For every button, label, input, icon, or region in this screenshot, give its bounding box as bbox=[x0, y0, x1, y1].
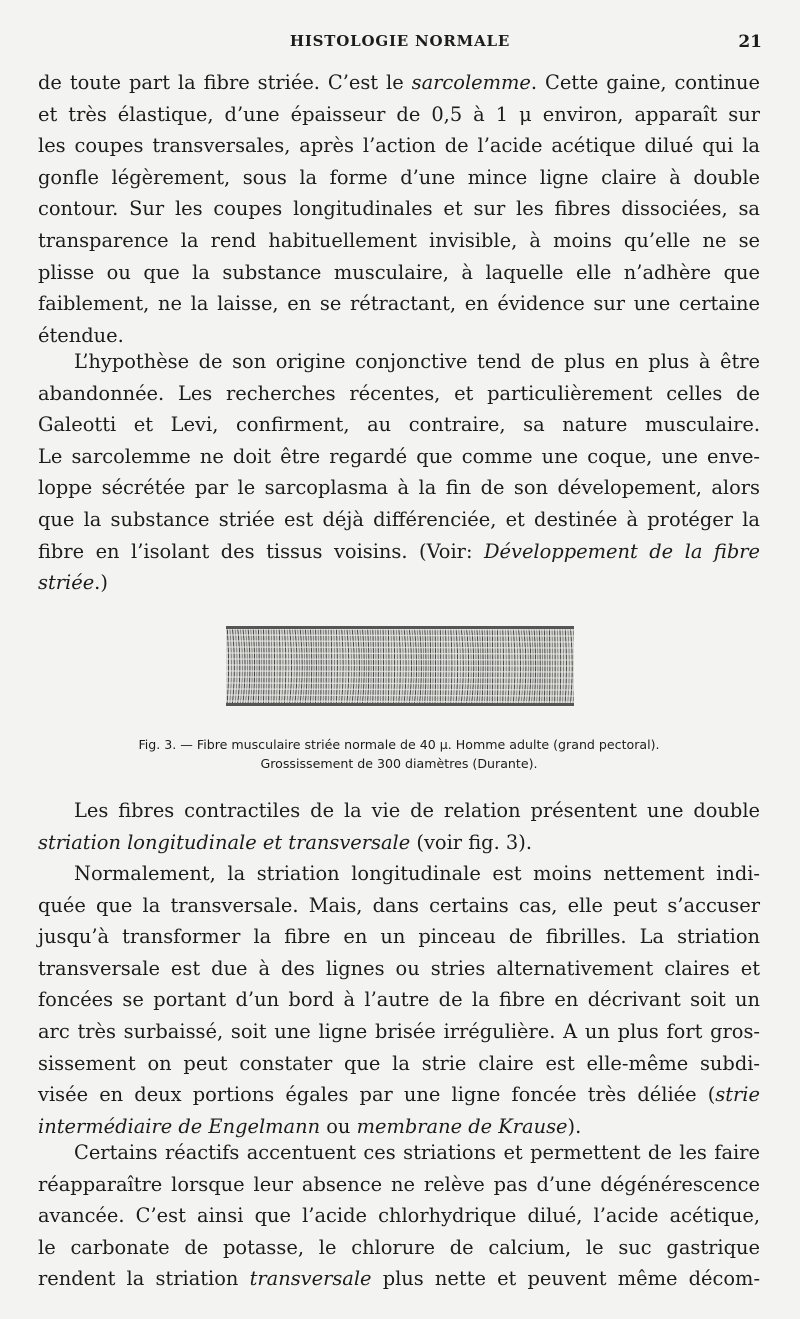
reference-title: Développement de la fibre bbox=[483, 539, 760, 563]
text-line: striation longitudinale et transversale (voir fig. 3). bbox=[38, 830, 532, 854]
fiber-edge-top bbox=[226, 626, 574, 629]
text-line: visée en deux portions égales par une ligne foncée très déliée (strie bbox=[38, 1083, 760, 1107]
text-line: que la substance striée est déjà différenciée, et destinée à protéger la bbox=[38, 507, 760, 531]
text-line: plisse ou que la substance musculaire, à laquelle elle n’adhère que bbox=[38, 260, 760, 284]
figure-caption bbox=[38, 735, 760, 773]
text-line: abandonnée. Les recherches récentes, et particulièrement celles de bbox=[38, 381, 760, 405]
figure-muscle-fiber bbox=[226, 626, 574, 706]
text-line: Normalement, la striation longitudinale est moins nettement indi- bbox=[74, 862, 760, 885]
text-line: avancée. C’est ainsi que l’acide chlorhydrique dilué, l’acide acétique, bbox=[38, 1204, 760, 1228]
text-line: loppe sécrétée par le sarcoplasma à la fin de son dévelopement, alors bbox=[38, 476, 760, 500]
term-strie: strie bbox=[715, 1083, 760, 1107]
striated-fiber-illustration bbox=[226, 626, 574, 706]
text-line: fibre en l’isolant des tissus voisins. (Voir: Développement de la fibre bbox=[38, 539, 760, 563]
paragraph-reagents bbox=[38, 1137, 760, 1295]
term-sarcolemme: sarcolemme bbox=[411, 71, 531, 94]
term-krause: membrane de Krause bbox=[356, 1114, 568, 1138]
text-line: réapparaître lorsque leur absence ne relève pas d’une dégénérescence bbox=[38, 1172, 760, 1196]
paragraph-origin bbox=[38, 346, 760, 599]
text-line: et très élastique, d’une épaisseur de 0,5 à 1 μ environ, apparaît sur bbox=[38, 102, 760, 126]
text-line: de toute part la fibre striée. C’est le sarcolemme. Cette gaine, continue bbox=[38, 71, 760, 94]
text-line: sissement on peut constater que la strie claire est elle-même subdi- bbox=[38, 1051, 760, 1075]
text-line: faiblement, ne la laisse, en se rétractant, en évidence sur une certaine bbox=[38, 292, 760, 316]
term-engelmann: intermédiaire de Engelmann bbox=[38, 1114, 321, 1138]
text-line: contour. Sur les coupes longitudinales et sur les fibres dissociées, sa bbox=[38, 197, 760, 221]
text-line: Certains réactifs accentuent ces striations et permettent de les faire bbox=[74, 1141, 760, 1164]
term-striation: striation longitudinale et transversale bbox=[38, 830, 411, 854]
text-line: transversale est due à des lignes ou stries alternativement claires et bbox=[38, 956, 760, 980]
reference-title-end: striée bbox=[38, 571, 95, 595]
text-line: Le sarcolemme ne doit être regardé que comme une coque, une enve- bbox=[38, 444, 760, 468]
page-number: 21 bbox=[738, 32, 762, 52]
text-line: transparence la rend habituellement invisible, à moins qu’elle ne se bbox=[38, 228, 760, 252]
running-title: HISTOLOGIE NORMALE bbox=[289, 32, 511, 50]
text-line: L’hypothèse de son origine conjonctive tend de plus en plus à être bbox=[74, 350, 760, 373]
text-line: intermédiaire de Engelmann ou membrane de Krause). bbox=[38, 1114, 582, 1138]
transverse-stria bbox=[323, 626, 324, 706]
fiber-edge-bottom bbox=[226, 703, 574, 706]
text-line: foncées se portant d’un bord à l’autre de la fibre en décrivant soit un bbox=[38, 988, 760, 1012]
caption-line: Fig. 3. — Fibre musculaire striée normale de 40 μ. Homme adulte (grand pectoral). bbox=[138, 737, 660, 752]
text-line: jusqu’à transformer la fibre en un pinceau de fibrilles. La striation bbox=[38, 925, 760, 949]
text-line: les coupes transversales, après l’action de l’acide acétique dilué qui la bbox=[38, 134, 760, 158]
text-line: Galeotti et Levi, confirment, au contraire, sa nature musculaire. bbox=[38, 413, 760, 437]
page-header bbox=[38, 32, 762, 56]
transverse-stria bbox=[269, 626, 270, 706]
text-line: striée.) bbox=[38, 571, 108, 595]
text-line: le carbonate de potasse, le chlorure de calcium, le suc gastrique bbox=[38, 1235, 760, 1259]
text-line: quée que la transversale. Mais, dans certains cas, elle peut s’accuser bbox=[38, 893, 760, 917]
text-line: Les fibres contractiles de la vie de relation présentent une double bbox=[74, 799, 760, 822]
paragraph-double-striation bbox=[38, 795, 760, 858]
paragraph-sarcolemma bbox=[38, 67, 760, 351]
paragraph-longitudinal-striation bbox=[38, 858, 760, 1142]
text-line: étendue. bbox=[38, 323, 124, 347]
text-line: arc très surbaissé, soit une ligne brisée irrégulière. A un plus fort gros- bbox=[38, 1019, 760, 1043]
transverse-stria bbox=[326, 626, 327, 706]
caption-line: Grossissement de 300 diamètres (Durante). bbox=[260, 756, 538, 771]
term-transversale: transversale bbox=[249, 1267, 372, 1291]
text-line: rendent la striation transversale plus nette et peuvent même décom- bbox=[38, 1267, 760, 1291]
text-line: gonfle légèrement, sous la forme d’une mince ligne claire à double bbox=[38, 165, 760, 189]
